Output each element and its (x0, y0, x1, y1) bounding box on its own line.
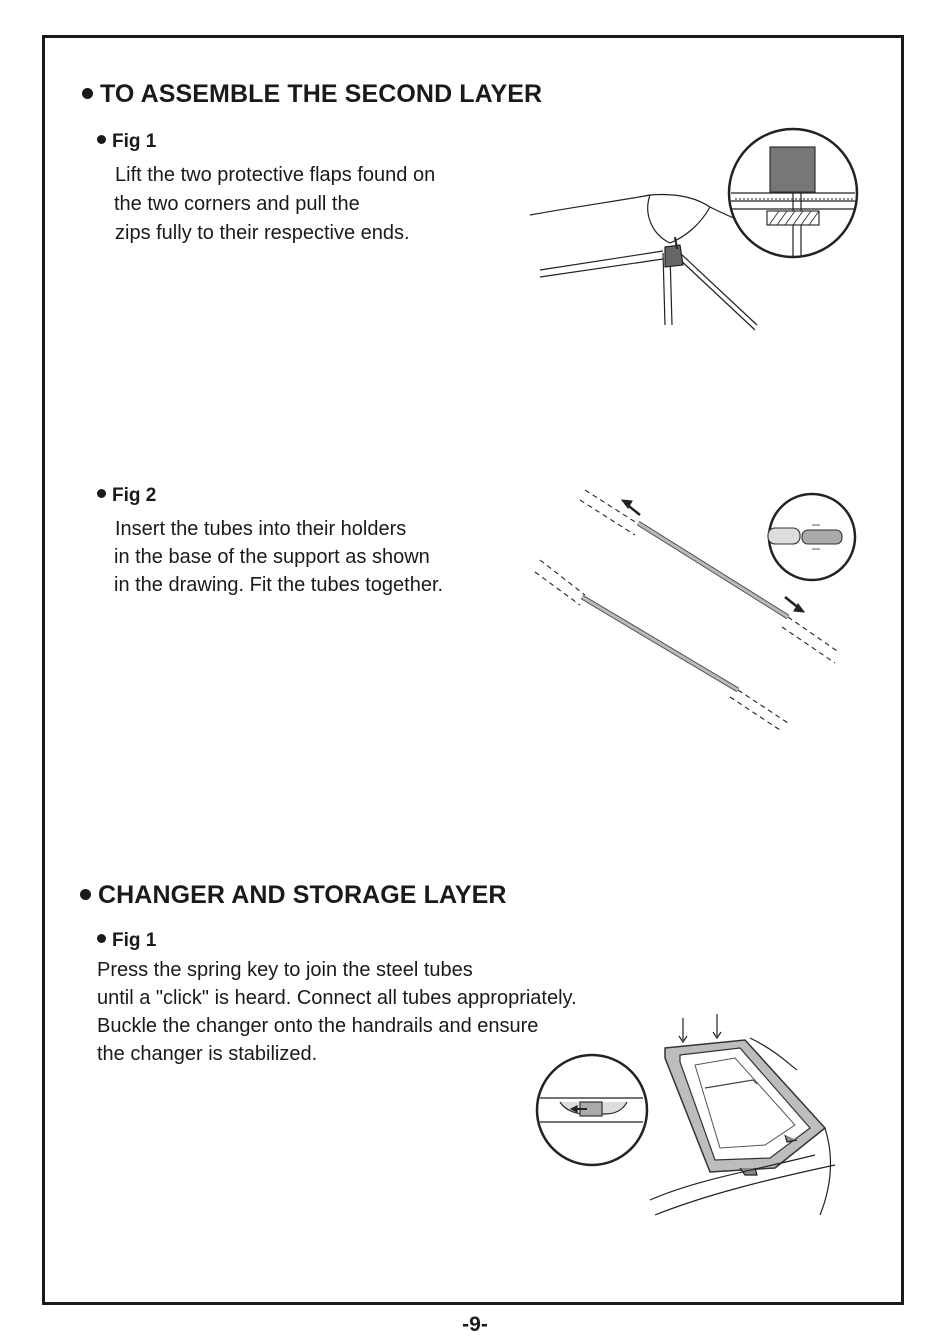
fig2-illustration (530, 485, 860, 730)
instruction-line: Insert the tubes into their holders (115, 518, 407, 540)
bullet-icon (82, 88, 93, 99)
section-heading-changer-storage (80, 881, 507, 910)
bullet-icon (80, 889, 91, 900)
fig-label-text: Fig 1 (112, 930, 157, 951)
fig1-label (97, 131, 156, 153)
page-number: -9- (462, 1313, 488, 1336)
instruction-line: zips fully to their respective ends. (115, 222, 410, 244)
instruction-line: the changer is stabilized. (97, 1043, 318, 1065)
instruction-line: Buckle the changer onto the handrails and ensure (97, 1015, 539, 1037)
bullet-icon (97, 135, 106, 144)
bullet-icon (97, 489, 106, 498)
instruction-line: Press the spring key to join the steel tubes (97, 959, 473, 981)
instruction-line: Lift the two protective flaps found on (115, 164, 436, 186)
section-title: TO ASSEMBLE THE SECOND LAYER (100, 80, 543, 108)
bullet-icon (97, 934, 106, 943)
fig-label-text: Fig 1 (112, 131, 157, 152)
fig1-changer-illustration (535, 1010, 865, 1225)
fig1-label-changer (97, 930, 156, 952)
section-heading-second-layer (82, 80, 542, 109)
instruction-line: the two corners and pull the (114, 193, 360, 215)
section-title: CHANGER AND STORAGE LAYER (98, 881, 507, 909)
instruction-line: until a "click" is heard. Connect all tubes appropriately. (97, 987, 577, 1009)
fig1-illustration (525, 125, 865, 335)
fig-label-text: Fig 2 (112, 485, 157, 506)
instruction-line: in the drawing. Fit the tubes together. (114, 574, 444, 596)
fig2-label (97, 485, 156, 507)
instruction-line: in the base of the support as shown (114, 546, 430, 568)
